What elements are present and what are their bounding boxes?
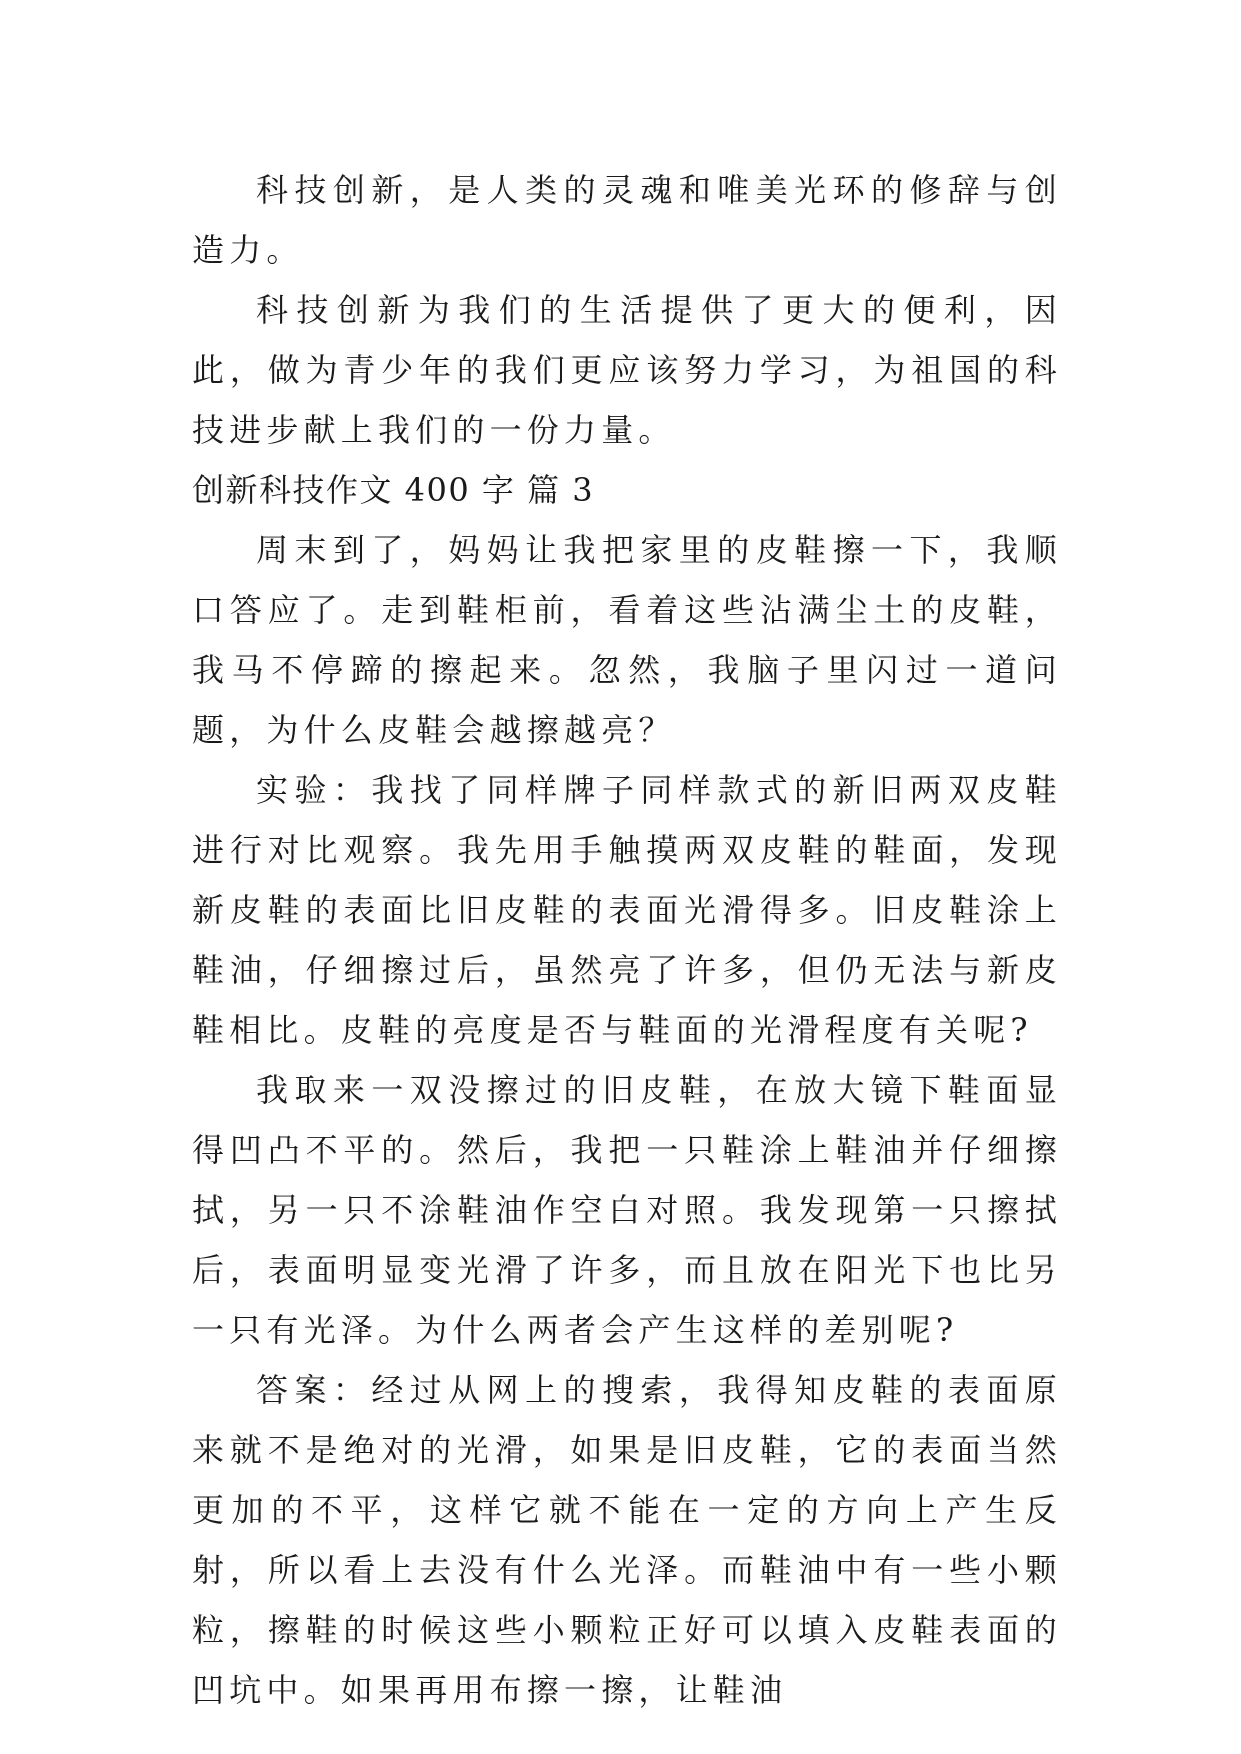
paragraph-conclusion: 科技创新为我们的生活提供了更大的便利，因此，做为青少年的我们更应该努力学习，为祖国的科技进步献上我们的一份力量。 [192,291,1062,449]
paragraph-question: 周末到了，妈妈让我把家里的皮鞋擦一下，我顺口答应了。走到鞋柜前，看着这些沾满尘土的皮鞋，我马不停蹄的擦起来。忽然，我脑子里闪过一道问题，为什么皮鞋会越擦越亮？ [192,531,1062,749]
document-body [192,160,1062,1720]
paragraph-answer: 答案：经过从网上的搜索，我得知皮鞋的表面原来就不是绝对的光滑，如果是旧皮鞋，它的表面当然更加的不平，这样它就不能在一定的方向上产生反射，所以看上去没有什么光泽。而鞋油中有一些小颗粒，擦鞋的时候这些小颗粒正好可以填入皮鞋表面的凹坑中。如果再用布擦一擦，让鞋油 [192,1371,1062,1709]
section-heading: 创新科技作文 400 字 篇 3 [192,471,595,509]
paragraph-experiment: 实验：我找了同样牌子同样款式的新旧两双皮鞋进行对比观察。我先用手触摸两双皮鞋的鞋面，发现新皮鞋的表面比旧皮鞋的表面光滑得多。旧皮鞋涂上鞋油，仔细擦过后，虽然亮了许多，但仍无法与新皮鞋相比。皮鞋的亮度是否与鞋面的光滑程度有关呢? [192,771,1062,1049]
paragraph-intro-closing: 科技创新，是人类的灵魂和唯美光环的修辞与创造力。 [192,171,1062,269]
paragraph-observation: 我取来一双没擦过的旧皮鞋，在放大镜下鞋面显得凹凸不平的。然后，我把一只鞋涂上鞋油并仔细擦拭，另一只不涂鞋油作空白对照。我发现第一只擦拭后，表面明显变光滑了许多，而且放在阳光下也比另一只有光泽。为什么两者会产生这样的差别呢? [192,1071,1062,1349]
